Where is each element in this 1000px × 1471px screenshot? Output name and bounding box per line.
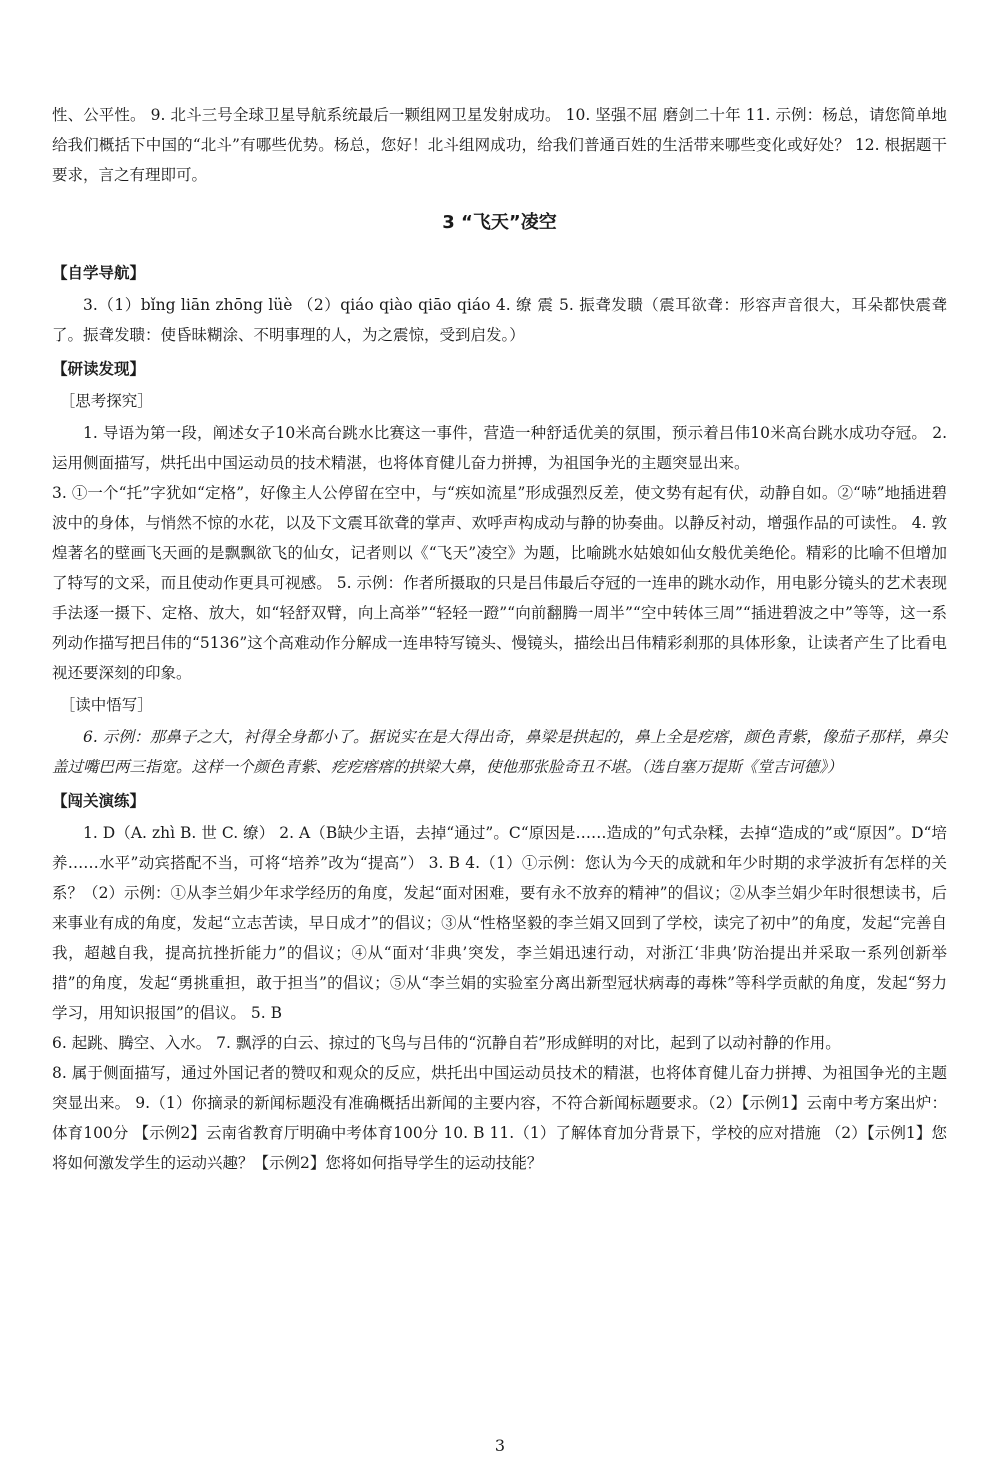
practice-paragraph-3: 8. 属于侧面描写，通过外国记者的赞叹和观众的反应，烘托出中国运动员技术的精湛，也将体育健儿奋力拼搏、为祖国争光的主题突显出来。 9.（1）你摘录的新闻标题没有准确概括出新闻的主要内容，不符合新闻标题要求。（2）【示例1】云南中考方案出炉：体育100分 【示例2】云南省教育厅明确中考体育100分 10. B 11.（1）了解体育加分背景下，学校的应对措施 （2）【示例1】您将如何激发学生的运动兴趣？【示例2】您将如何指导学生的运动技能？	[52, 1064, 947, 1172]
read-write-paragraph: 6. 示例：那鼻子之大，衬得全身都小了。据说实在是大得出奇，鼻梁是拱起的，鼻上全是疙瘩，颜色青紫，像茄子那样，鼻尖盖过嘴巴两三指宽。这样一个颜色青紫、疙疙瘩瘩的拱梁大鼻，使他那张脸奇丑不堪。（选自塞万提斯《堂吉诃德》）	[52, 728, 947, 776]
page-number: 3	[494, 1436, 506, 1455]
research-paragraph-2: 3. ①一个“托”字犹如“定格”，好像主人公停留在空中，与“疾如流星”形成强烈反差，使文势有起有伏，动静自如。②“哧”地插进碧波中的身体，与悄然不惊的水花，以及下文震耳欲聋的掌声、欢呼声构成动与静的协奏曲。以静反衬动，增强作品的可读性。 4. 敦煌著名的壁画飞天画的是飘飘欲飞的仙女，记者则以《“飞天”凌空》为题，比喻跳水姑娘如仙女般优美绝伦。精彩的比喻不但增加了特写的文采，而且使动作更具可视感。 5. 示例：作者所摄取的只是吕伟最后夺冠的一连串的跳水动作，用电影分镜头的艺术表现手法逐一摄下、定格、放大，如“轻舒双臂，向上高举”“轻轻一蹬”“向前翻腾一周半”“空中转体三周”“插进碧波之中”等等，这一系列动作描写把吕伟的“5136”这个高难动作分解成一连串特写镜头、慢镜头，描绘出吕伟精彩刹那的具体形象，让读者产生了比看电视还要深刻的印象。	[52, 484, 947, 682]
think-explore-subheading: ［思考探究］	[59, 392, 153, 410]
research-paragraph-1: 1. 导语为第一段，阐述女子10米高台跳水比赛这一事件，营造一种舒适优美的氛围，预示着吕伟10米高台跳水成功夺冠。 2. 运用侧面描写，烘托出中国运动员的技术精湛，也将体育健儿奋力拼搏，为祖国争光的主题突显出来。	[52, 424, 947, 472]
intro-paragraph: 性、公平性。 9. 北斗三号全球卫星导航系统最后一颗组网卫星发射成功。 10. 坚强不屈 磨剑二十年 11. 示例：杨总，请您简单地给我们概括下中国的“北斗”有哪些优势。杨总，您好！北斗组网成功，给我们普通百姓的生活带来哪些变化或好处？ 12. 根据题干要求，言之有理即可。	[52, 106, 947, 184]
section-title: 3 “飞天”凌空	[442, 212, 557, 233]
practice-heading: 【闯关演练】	[52, 792, 146, 810]
research-heading: 【研读发现】	[52, 360, 146, 378]
read-write-subheading: ［读中悟写］	[59, 696, 153, 714]
practice-paragraph-1: 1. D（A. zhì B. 世 C. 缭） 2. A（B缺少主语，去掉“通过”。C“原因是……造成的”句式杂糅，去掉“造成的”或“原因”。D“培养……水平”动宾搭配不当，可将“培养”改为“提高”） 3. B 4.（1）①示例：您认为今天的成就和年少时期的求学波折有怎样的关系？（2）示例：①从李兰娟少年求学经历的角度，发起“面对困难，要有永不放弃的精神”的倡议；②从李兰娟少年时很想读书，后来事业有成的角度，发起“立志苦读，早日成才”的倡议；③从“性格坚毅的李兰娟又回到了学校，读完了初中”的角度，发起“完善自我，超越自我，提高抗挫折能力”的倡议；④从“面对‘非典’突发，李兰娟迅速行动，对浙江‘非典’防治提出并采取一系列创新举措”的角度，发起“勇挑重担，敢于担当”的倡议；⑤从“李兰娟的实验室分离出新型冠状病毒的毒株”等科学贡献的角度，发起“努力学习，用知识报国”的倡议。 5. B	[52, 824, 947, 1022]
self-study-heading: 【自学导航】	[52, 264, 146, 282]
practice-paragraph-2: 6. 起跳、腾空、入水。 7. 飘浮的白云、掠过的飞鸟与吕伟的“沉静自若”形成鲜明的对比，起到了以动衬静的作用。	[52, 1034, 841, 1052]
self-study-paragraph: 3.（1）bǐng liān zhōng lüè （2）qiáo qiào qiāo qiáo 4. 缭 震 5. 振聋发聩（震耳欲聋：形容声音很大，耳朵都快震聋了。振聋发聩：使昏昧糊涂、不明事理的人，为之震惊，受到启发。）	[52, 296, 947, 344]
page-content	[52, 100, 947, 1178]
